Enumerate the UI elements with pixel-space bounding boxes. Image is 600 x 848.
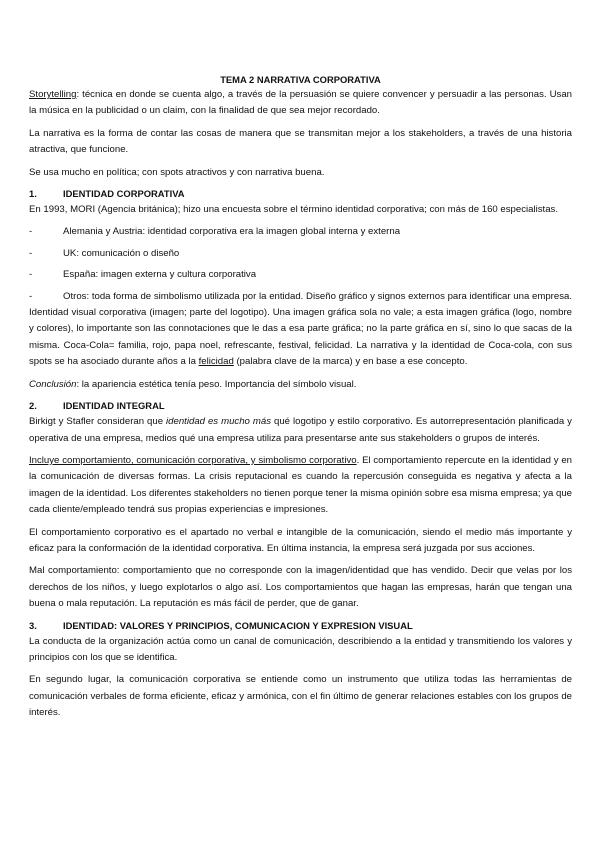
section-3-paragraph-2: En segundo lugar, la comunicación corporativa se entiende como un instrumento que utiliza todas las herramientas de comunicación verbales de forma eficiente, eficaz y armónica, con el fin último de generar relaciones estables con los grupos de interés. xyxy=(29,674,572,719)
otros-text-a: Otros: toda forma de simbolismo utilizada por la entidad. Diseño gráfico y signos externos para identificar una empresa. Identidad visual corporativa (imagen; parte del logotipo). Una imagen gráfica sola no vale; a esta imagen gráfica (logo, nombre y colores), lo importante son las connotaciones que le das a esa parte gráfica; no la parte gráfica en sí, sino lo que sacas de la misma. Coca-Cola= familia, rojo, papa noel, refrescante, festival, felicidad. La narrativa y la identidad de Coca-cola, con sus spots se ha asociado durante años a la xyxy=(29,290,572,368)
section-2-title: IDENTIDAD INTEGRAL xyxy=(63,400,165,412)
list-dash: - xyxy=(29,290,33,302)
incluye-text: . El comportamiento repercute en la identidad y en la comunicación de diversas formas. La crisis reputacional es cuando la repercusión conseguida es negativa y afecta a la imagen de la identidad. Los diferentes stakeholders no tienen porque tener la misma opinión sobre esa misma empresa; ya que cada cliente/empleado tendrá sus propias experiencias e impresiones. xyxy=(29,454,572,516)
conclusion-paragraph xyxy=(29,377,572,393)
list-dash: - xyxy=(29,226,33,238)
narrative-paragraph: La narrativa es la forma de contar las cosas de manera que se transmitan mejor a los stakeholders, a través de una historia atractiva, que funcione. xyxy=(29,127,572,156)
conclusion-text: : la apariencia estética tenía peso. Importancia del símbolo visual. xyxy=(76,378,357,390)
section-1-heading xyxy=(29,187,572,201)
list-dash: - xyxy=(29,269,33,281)
list-item-otros xyxy=(29,289,572,371)
birkigt-text-b: qué logotipo y estilo corporativo. Es autorrepresentación planificada y operativa de una empresa, medios qué una empresa utiliza para presentarse ante sus stakeholders o grupos de interés. xyxy=(29,416,572,444)
section-3-title: IDENTIDAD: VALORES Y PRINCIPIOS, COMUNICACION Y EXPRESION VISUAL xyxy=(63,619,413,631)
section-3-paragraph-1: La conducta de la organización actúa como un canal de comunicación, describiendo a la entidad y transmitiendo los valores y principios con los que se identifica. xyxy=(29,635,572,663)
list-item xyxy=(29,246,572,262)
list-item xyxy=(29,267,572,283)
section-2-paragraph-1 xyxy=(29,414,572,447)
list-item-text: UK: comunicación o diseño xyxy=(63,247,180,259)
list-dash: - xyxy=(29,247,33,259)
section-3-heading xyxy=(29,619,572,633)
section-2-paragraph-2 xyxy=(29,453,572,519)
section-2-heading xyxy=(29,399,572,413)
document-page xyxy=(29,73,572,728)
list-item-text: Alemania y Austria: identidad corporativa era la imagen global interna y externa xyxy=(63,226,401,238)
storytelling-definition: : técnica en donde se cuenta algo, a través de la persuasión se quiere convencer y persuadir a las personas. Usan la música en la publicidad o un claim, con la finalidad de que sea mejor recordado. xyxy=(29,89,572,117)
politics-paragraph: Se usa mucho en política; con spots atractivos y con narrativa buena. xyxy=(29,166,325,178)
section-2-number: 2. xyxy=(29,400,37,412)
section-2-paragraph-3: El comportamiento corporativo es el apartado no verbal e intangible de la comunicación, siendo el medio más importante y eficaz para la conformación de la identidad corporativa. En última instancia, la empresa será juzgada por sus acciones. xyxy=(29,526,572,554)
otros-text-b: (palabra clave de la marca) y en base a ese concepto. xyxy=(233,356,468,368)
birkigt-italic: identidad es mucho más xyxy=(166,416,271,428)
felicidad-keyword: felicidad xyxy=(198,356,234,368)
storytelling-paragraph xyxy=(29,87,572,120)
storytelling-term: Storytelling xyxy=(29,89,77,100)
list-item xyxy=(29,224,572,240)
incluye-underlined: Incluye comportamiento, comunicación corporativa, y simbolismo corporativo xyxy=(29,454,357,466)
section-2-paragraph-4: Mal comportamiento: comportamiento que no corresponde con la imagen/identidad que has vendido. Decir que velas por los derechos de los niños, y luego explotarlos o algo así. Los comportamientos que hagan las empresas, harán que tengan una buena o mala reputación. La reputación es más fácil de perder, que de ganar. xyxy=(29,565,572,610)
section-1-intro: En 1993, MORI (Agencia británica); hizo una encuesta sobre el término identidad corporativa; con más de 160 especialistas. xyxy=(29,204,559,216)
section-1-title: IDENTIDAD CORPORATIVA xyxy=(63,188,185,200)
section-1-number: 1. xyxy=(29,188,37,200)
birkigt-text-a: Birkigt y Stafler consideran que xyxy=(29,416,167,428)
section-3-number: 3. xyxy=(29,619,37,631)
conclusion-label: Conclusión xyxy=(29,378,77,390)
list-item-text: España: imagen externa y cultura corporativa xyxy=(63,269,257,281)
document-title: TEMA 2 NARRATIVA CORPORATIVA xyxy=(220,74,381,85)
